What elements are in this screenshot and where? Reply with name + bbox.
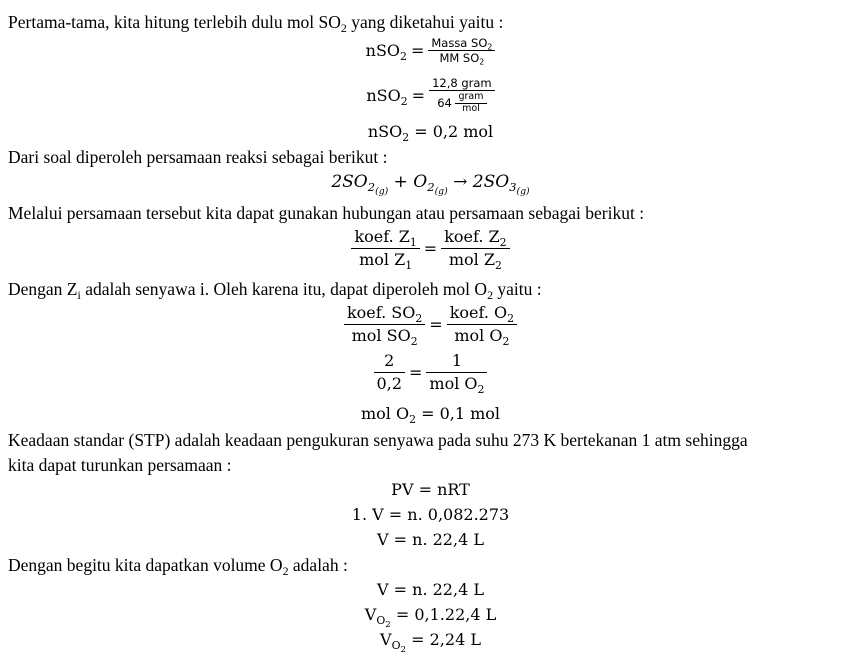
subscript: 2 [499, 235, 507, 249]
equation-so2-o2-ratio [0, 302, 861, 346]
eq-lhs: nSO [365, 41, 401, 61]
equals-sign: = [411, 86, 426, 106]
fraction-mass-over-mm [428, 36, 495, 66]
subscript: 2 [494, 258, 502, 272]
numerator: koef. Z [354, 227, 410, 246]
eq-rhs: = 0,1.22,4 L [390, 605, 497, 624]
eq-lhs: V [380, 630, 392, 649]
equation-volume-result [0, 630, 861, 655]
molar-mass-value: 64 [437, 96, 452, 111]
subscript-text: O [376, 613, 386, 627]
fraction-o2 [447, 302, 517, 346]
eq-lhs: nSO [366, 86, 401, 106]
subscript: 2 [340, 21, 347, 36]
fraction-mass-value [429, 76, 495, 115]
stp-paragraph-line-1: Keadaan standar (STP) adalah keadaan pengukuran senyawa pada suhu 273 K bertekanan 1 atm sehingga [8, 430, 748, 450]
eq-lhs: mol O [360, 404, 410, 423]
phase-label: (g) [516, 186, 530, 198]
fraction-so2 [344, 302, 425, 346]
subscript [427, 180, 448, 198]
subscript: 2 [400, 644, 407, 655]
subscript: i [77, 288, 81, 303]
product-so3: 2SO [472, 172, 510, 192]
equation-ideal-gas-result: V = n. 22,4 L [377, 530, 484, 549]
subscript-number: 3 [509, 180, 517, 195]
denominator: mol Z [448, 249, 495, 269]
subscript: 2 [479, 58, 485, 68]
numerator: koef. O [449, 303, 508, 322]
subscript [376, 613, 391, 630]
eq-lhs: nSO [367, 122, 403, 141]
denominator: mol O [429, 373, 478, 393]
intro-text-tail: yang diketahui yaitu : [346, 12, 504, 32]
text: Dengan Z [8, 279, 78, 299]
subscript: 2 [402, 130, 410, 144]
fraction-values-left [374, 350, 405, 394]
intro-paragraph [8, 12, 504, 36]
subscript: 2 [385, 619, 391, 630]
equation-general-ratio [0, 226, 861, 270]
subscript: 2 [282, 564, 289, 579]
numerator: 1 [426, 350, 487, 373]
plus-sign: + [388, 172, 414, 192]
intro-text: Pertama-tama, kita hitung terlebih dulu mol SO [8, 12, 341, 32]
denominator: 0,2 [376, 373, 402, 393]
reaction-equation [0, 172, 861, 198]
numerator: Massa SO [431, 36, 488, 50]
phase-label: (g) [434, 186, 448, 198]
eq-rhs: = 0,1 mol [416, 404, 501, 423]
subscript: 2 [507, 311, 515, 325]
subscript: 2 [487, 42, 493, 52]
volume-intro-paragraph [8, 555, 348, 579]
subscript: 2 [477, 382, 485, 396]
subscript: 2 [415, 311, 423, 325]
reaction-intro-paragraph: Dari soal diperoleh persamaan reaksi sebagai berikut : [8, 147, 388, 167]
equation-volume-formula: V = n. 22,4 L [377, 580, 484, 599]
equals-sign: = [429, 314, 443, 334]
denominator: mol SO [351, 325, 411, 345]
equals-sign: = [423, 238, 438, 258]
numerator: 2 [374, 350, 405, 373]
subscript [391, 638, 407, 655]
numerator: koef. SO [346, 303, 416, 322]
unit-numerator: gram [455, 92, 486, 104]
o2-intro-paragraph [8, 279, 542, 303]
stp-paragraph-line-2: kita dapat turunkan persamaan : [8, 455, 232, 475]
equation-mol-o2-result [0, 404, 861, 426]
text: adalah senyawa i. Oleh karena itu, dapat diperoleh mol O [80, 279, 488, 299]
text: adalah : [288, 555, 348, 575]
subscript-number: 2 [367, 180, 376, 195]
fraction-values-right [426, 350, 487, 394]
subscript [367, 180, 389, 198]
unit-fraction [455, 92, 486, 115]
reaction-arrow: → [447, 172, 473, 192]
subscript-number: 2 [427, 180, 435, 195]
denominator: mol Z [359, 249, 406, 269]
numerator: 12,8 gram [429, 76, 495, 91]
eq-rhs: = 2,24 L [406, 630, 481, 649]
subscript-text: O [391, 638, 401, 652]
subscript: 1 [409, 235, 417, 249]
equation-values-ratio [0, 350, 861, 394]
text: Dengan begitu kita dapatkan volume O [8, 555, 283, 575]
numerator: koef. Z [444, 227, 500, 246]
denominator: MM SO [439, 51, 480, 66]
reactant-o2: O [413, 172, 428, 192]
equation-ideal-gas-substitution: 1. V = n. 0,082.273 [351, 505, 510, 524]
subscript: 2 [400, 94, 408, 108]
subscript: 2 [502, 334, 510, 348]
eq-rhs: = 0,2 mol [409, 122, 494, 141]
subscript: 2 [409, 412, 416, 426]
subscript: 1 [405, 258, 413, 272]
subscript [509, 180, 530, 198]
equals-sign: = [410, 41, 425, 61]
fraction-z1 [351, 226, 419, 270]
equation-volume-substitution [0, 605, 861, 630]
equation-mole-definition [0, 36, 861, 66]
equation-ideal-gas: PV = nRT [391, 480, 470, 499]
text: yaitu : [493, 279, 542, 299]
relation-intro-paragraph: Melalui persamaan tersebut kita dapat gunakan hubungan atau persamaan sebagai berikut : [8, 203, 645, 223]
denominator: mol O [454, 325, 503, 345]
subscript: 2 [400, 50, 407, 64]
subscript: 2 [487, 288, 494, 303]
equation-mole-result [0, 122, 861, 144]
equals-sign: = [409, 362, 423, 382]
reactant-so2: 2SO [331, 172, 368, 192]
unit-denominator: mol [462, 103, 480, 115]
phase-label: (g) [375, 186, 389, 198]
fraction-z2 [441, 226, 509, 270]
subscript: 2 [410, 334, 418, 348]
equation-mole-substitution [0, 76, 861, 115]
eq-lhs: V [364, 605, 377, 624]
